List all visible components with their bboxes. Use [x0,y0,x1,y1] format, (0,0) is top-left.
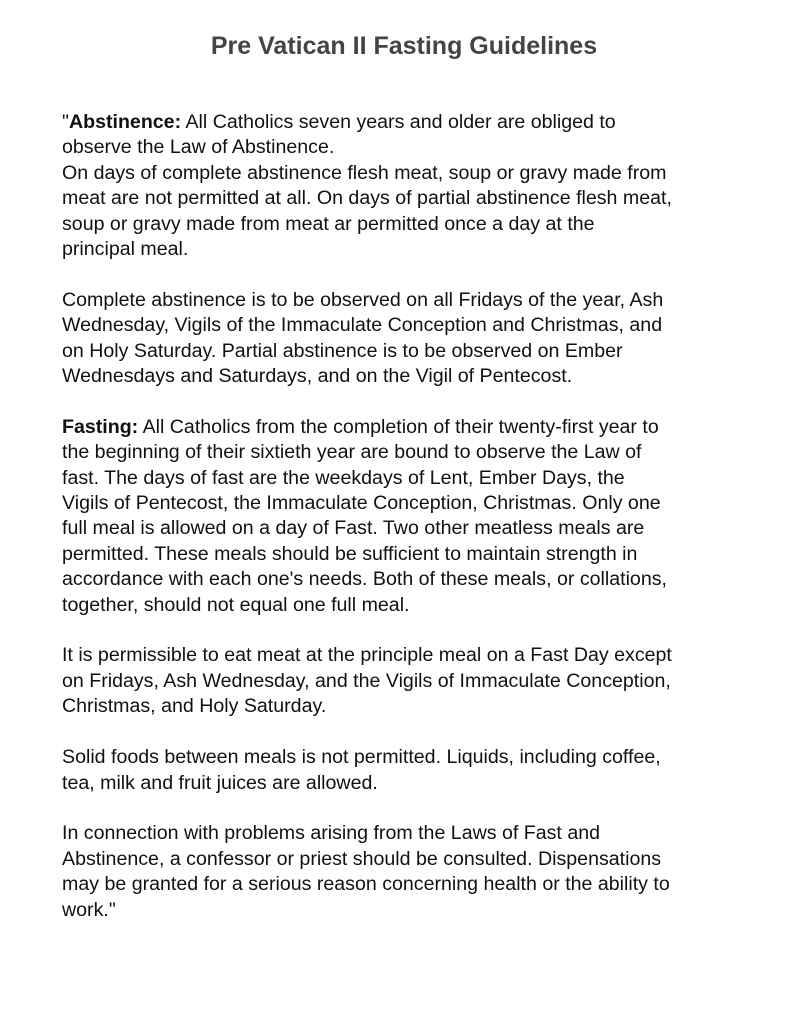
paragraph-fasting [62,415,762,618]
text-line: on Holy Saturday. Partial abstinence is to be observed on Ember [62,339,623,362]
text-line: In connection with problems arising from the Laws of Fast and [62,822,601,845]
text-line [62,110,762,135]
text-line: Abstinence, a confessor or priest should be consulted. Dispensations [62,847,662,870]
text-line: meat are not permitted at all. On days of partial abstinence flesh meat, [62,187,672,210]
text-line: Complete abstinence is to be observed on all Fridays of the year, Ash [62,288,664,311]
text-line: may be granted for a serious reason concerning health or the ability to [62,873,670,896]
text-line: work." [62,898,116,921]
document-body [62,110,762,948]
paragraph-abstinence [62,110,762,262]
abstinence-label: Abstinence: [68,111,182,133]
text-line: On days of complete abstinence flesh meat, soup or gravy made from [62,161,667,184]
text-line: together, should not equal one full meal. [62,593,410,616]
paragraph-meat-permission [62,643,762,719]
text-fragment: All Catholics from the completion of their twenty-first year to [138,415,659,438]
paragraph-solid-foods [62,745,762,796]
text-line: the beginning of their sixtieth year are bound to observe the Law of [62,441,642,464]
text-line: on Fridays, Ash Wednesday, and the Vigils of Immaculate Conception, [62,669,671,692]
text-fragment: All Catholics seven years and older are obliged to [181,111,616,133]
open-quote: " [62,111,69,133]
text-line [62,415,762,440]
fasting-label: Fasting: [62,415,139,438]
text-line: fast. The days of fast are the weekdays of Lent, Ember Days, the [62,466,625,489]
text-line: Wednesday, Vigils of the Immaculate Conception and Christmas, and [62,314,663,337]
text-line: principal meal. [62,238,189,261]
text-line: full meal is allowed on a day of Fast. Two other meatless meals are [62,517,645,540]
text-line: Wednesdays and Saturdays, and on the Vigil of Pentecost. [62,365,573,388]
text-line: Solid foods between meals is not permitted. Liquids, including coffee, [62,746,661,769]
paragraph-dispensations [62,821,762,923]
text-line: observe the Law of Abstinence. [62,136,335,159]
text-line: Vigils of Pentecost, the Immaculate Conception, Christmas. Only one [62,492,661,515]
text-line: tea, milk and fruit juices are allowed. [62,771,378,794]
text-line: Christmas, and Holy Saturday. [62,695,327,718]
text-line: soup or gravy made from meat ar permitted once a day at the [62,212,595,235]
page-title: Pre Vatican II Fasting Guidelines [210,32,598,60]
text-line: accordance with each one's needs. Both of these meals, or collations, [62,568,667,591]
text-line: It is permissible to eat meat at the principle meal on a Fast Day except [62,644,672,667]
text-line: permitted. These meals should be sufficient to maintain strength in [62,542,638,565]
paragraph-complete-abstinence [62,288,762,390]
